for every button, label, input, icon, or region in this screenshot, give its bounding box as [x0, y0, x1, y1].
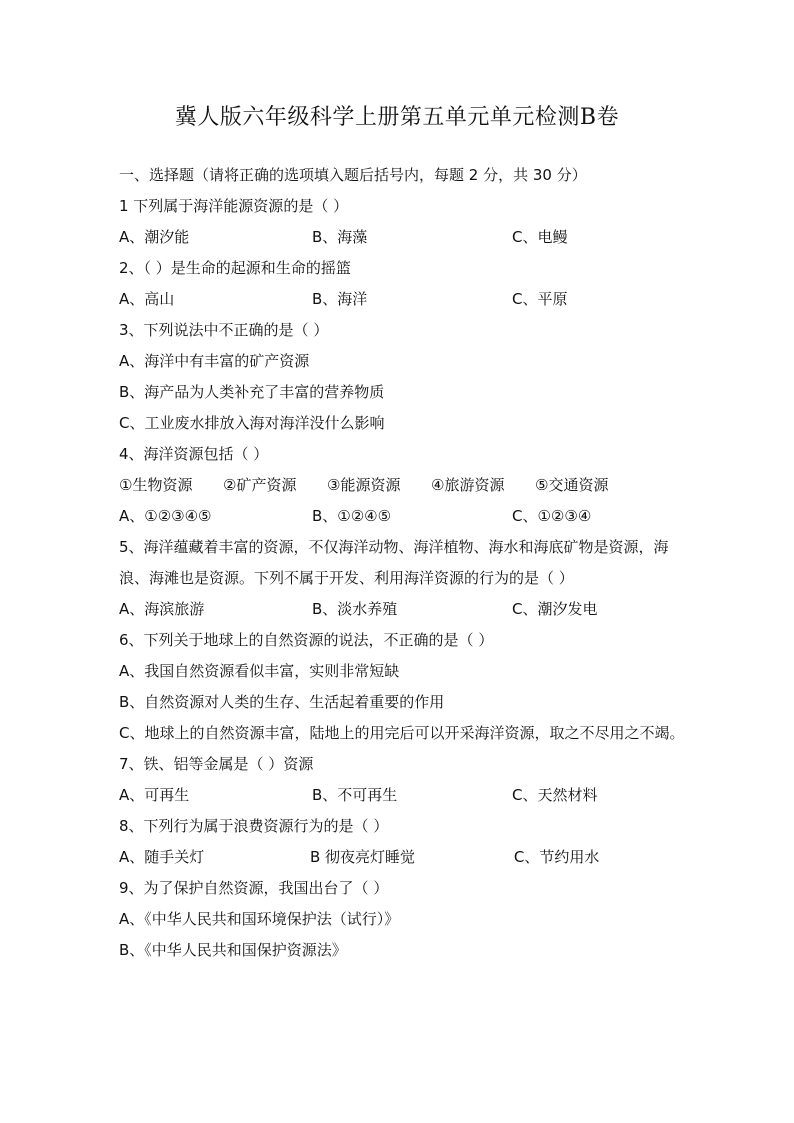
option-c: C、①②③④ — [512, 507, 592, 525]
section-heading: 一、选择题（请将正确的选项填入题后括号内，每题 2 分，共 30 分） — [119, 166, 587, 184]
question-3-stem: 3、下列说法中不正确的是（ ） — [119, 321, 329, 339]
question-4-items — [119, 470, 689, 501]
question-2-stem: 2、（ ）是生命的起源和生命的摇篮 — [119, 259, 351, 277]
question-4-stem: 4、海洋资源包括（ ） — [119, 445, 269, 463]
option-a: A、海滨旅游 — [119, 600, 205, 618]
resource-item-4: ④旅游资源 — [431, 476, 505, 494]
question-6-stem: 6、下列关于地球上的自然资源的说法，不正确的是（ ） — [119, 631, 494, 649]
resource-item-2: ②矿产资源 — [223, 476, 297, 494]
option-a: A、潮汐能 — [119, 228, 190, 246]
option-b: B、海藻 — [312, 228, 368, 246]
resource-item-5: ⑤交通资源 — [535, 476, 609, 494]
option-c: C、平原 — [512, 290, 568, 308]
question-5-stem: 5、海洋蕴藏着丰富的资源，不仅海洋动物、海洋植物、海水和海底矿物是资源，海浪、海滩也是资源。下列不属于开发、利用海洋资源的行为的是（ ） — [119, 538, 669, 587]
option-b: B、不可再生 — [312, 786, 398, 804]
question-3-option-a: A、海洋中有丰富的矿产资源 — [119, 352, 310, 370]
option-c: C、天然材料 — [512, 786, 598, 804]
option-a: A、高山 — [119, 290, 175, 308]
question-9-stem: 9、为了保护自然资源，我国出台了（ ） — [119, 879, 389, 897]
option-c: C、电鳗 — [512, 228, 568, 246]
resource-item-1: ①生物资源 — [119, 476, 193, 494]
question-8-stem: 8、下列行为属于浪费资源行为的是（ ） — [119, 817, 389, 835]
option-c: C、节约用水 — [513, 848, 600, 866]
question-3-option-c: C、工业废水排放入海对海洋没什么影响 — [119, 414, 385, 432]
question-4-options — [119, 501, 689, 532]
question-7-options — [119, 780, 689, 811]
option-a: A、随手关灯 — [119, 848, 205, 866]
option-b: B 彻夜亮灯睡觉 — [309, 848, 416, 866]
question-1-options — [119, 222, 689, 253]
question-5-options — [119, 594, 689, 625]
question-6-option-c: C、地球上的自然资源丰富，陆地上的用完后可以开采海洋资源，取之不尽用之不竭。 — [119, 724, 685, 742]
resource-item-3: ③能源资源 — [327, 476, 401, 494]
page-title: 冀人版六年级科学上册第五单元单元检测B卷 — [174, 105, 620, 130]
option-c: C、潮汐发电 — [512, 600, 598, 618]
option-b: B、淡水养殖 — [312, 600, 398, 618]
question-2-options — [119, 284, 689, 315]
question-1-stem: 1 下列属于海洋能源资源的是（ ） — [119, 197, 349, 215]
question-9-option-b: B、《中华人民共和国保护资源法》 — [119, 941, 347, 959]
question-6-option-a: A、我国自然资源看似丰富，实则非常短缺 — [119, 662, 400, 680]
question-3-option-b: B、海产品为人类补充了丰富的营养物质 — [119, 383, 385, 401]
option-b: B、海洋 — [312, 290, 368, 308]
question-list — [119, 160, 689, 966]
option-b: B、①②④⑤ — [312, 507, 392, 525]
option-a: A、①②③④⑤ — [119, 507, 212, 525]
option-a: A、可再生 — [119, 786, 190, 804]
question-6-option-b: B、自然资源对人类的生存、生活起着重要的作用 — [119, 693, 445, 711]
question-9-option-a: A、《中华人民共和国环境保护法（试行）》 — [119, 910, 400, 928]
question-8-options — [119, 842, 689, 873]
question-7-stem: 7、铁、铝等金属是（ ）资源 — [119, 755, 314, 773]
